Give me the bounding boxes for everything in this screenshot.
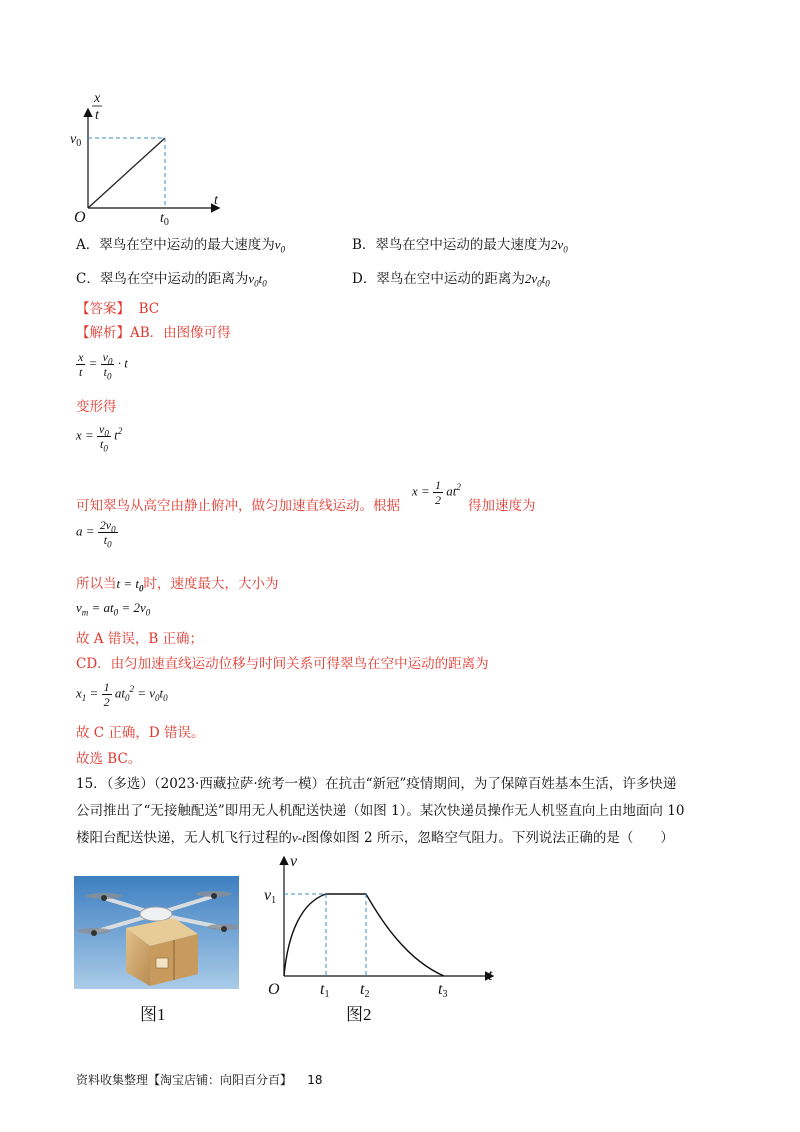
equation-a: a = $\frac{2v_0}{t_0}$ <box>76 518 116 550</box>
vt-origin: O <box>268 981 280 998</box>
figure1-caption: 图1 <box>140 1005 166 1024</box>
y-label-den: t <box>95 108 99 123</box>
page-number: 18 <box>307 1073 323 1087</box>
option-a[interactable]: A．翠鸟在空中运动的最大速度为$v_0$ <box>76 237 286 255</box>
vt-graph <box>262 852 502 1002</box>
q15-line2: 公司推出了“无接触配送”即用无人机配送快递（如图 1）。某次快递员操作无人机竖直向上由地面向 10 <box>76 803 685 819</box>
x-axis-label: t <box>214 193 218 208</box>
ab-conclusion: 故 A 错误，B 正确； <box>76 631 204 647</box>
option-b[interactable]: B．翠鸟在空中运动的最大速度为$2v_0$ <box>352 237 568 255</box>
drone-photo <box>74 876 239 989</box>
knowing-suffix: 得加速度为 <box>468 498 536 514</box>
when-text: 所以当$t = t_0$时，速度最大，大小为 <box>76 576 279 594</box>
y-label-num: x <box>94 91 101 106</box>
figure2-caption: 图2 <box>346 1005 372 1024</box>
t0-label: $t_0$ <box>160 211 169 228</box>
vt-x-label: t <box>488 967 493 984</box>
cd-intro: CD．由匀加速直线运动位移与时间关系可得翠鸟在空中运动的距离为 <box>76 656 489 672</box>
xt-graph <box>68 88 238 228</box>
vt-curve <box>284 894 444 976</box>
final-answer: 故选 BC。 <box>76 751 142 767</box>
cd-conclusion: 故 C 正确，D 错误。 <box>76 725 205 741</box>
xt-line <box>88 138 165 208</box>
equation-displacement: x = $\frac{1}{2}$ $at^2$ <box>412 478 461 507</box>
option-d[interactable]: D．翠鸟在空中运动的距离为$2v_0t_0$ <box>352 271 550 289</box>
vt-y-label: v <box>290 853 298 870</box>
v0-label: $v_0$ <box>70 132 82 149</box>
t1-label: t1 <box>320 981 330 1000</box>
knowing-text: 可知翠鸟从高空由静止俯冲，做匀加速直线运动。根据 <box>76 498 400 514</box>
q15-line3: 楼阳台配送快递，无人机飞行过程的v-t图像如图 2 所示，忽略空气阻力。下列说法正确的是（ ） <box>76 830 674 846</box>
footer-text: 资料收集整理【淘宝店铺：向阳百分百】 18 <box>76 1073 323 1087</box>
v1-label: v1 <box>264 887 277 906</box>
equation-xt: $\frac{x}{t}$ = $\frac{v_0}{t_0}$ · t <box>78 350 128 382</box>
equation-x1: $x_1$ = $\frac{1}{2}$ $at_0^2 = v_0t_0$ <box>76 680 168 709</box>
answer-line: 【答案】 BC <box>76 301 160 317</box>
equation-vm: $v_m = at_0 = 2v_0$ <box>76 600 151 618</box>
analysis-intro: 【解析】AB．由图像可得 <box>76 325 231 341</box>
transform-text: 变形得 <box>76 399 117 415</box>
t2-label: t2 <box>360 981 370 1000</box>
equation-x: x = $\frac{v_0}{t_0}$ $t^2$ <box>76 422 123 454</box>
option-c[interactable]: C．翠鸟在空中运动的距离为$v_0t_0$ <box>76 271 267 289</box>
q15-line1: 15．（多选）（2023·西藏拉萨·统考一模）在抗击“新冠”疫情期间，为了保障百姓基本生活，许多快递 <box>76 776 677 792</box>
t3-label: t3 <box>438 981 448 1000</box>
origin-label: O <box>74 209 86 226</box>
